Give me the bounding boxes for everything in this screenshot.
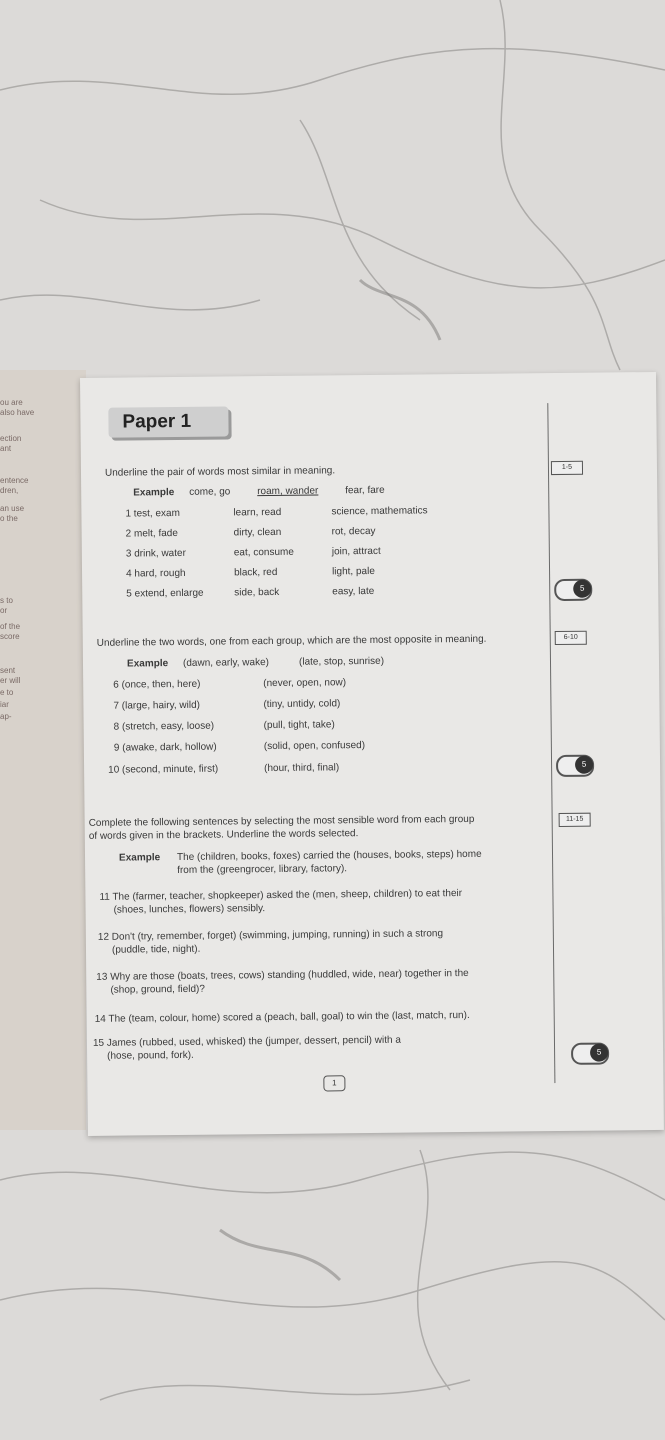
- q11-line2[interactable]: (shoes, lunches, flowers) sensibly.: [113, 903, 266, 916]
- fragment: o the: [0, 514, 18, 523]
- fragment: ap-: [0, 712, 12, 721]
- q5-c[interactable]: easy, late: [332, 585, 375, 598]
- section1-instruction: Underline the pair of words most similar in meaning.: [104, 465, 336, 479]
- q12-line2[interactable]: (puddle, tide, night).: [111, 943, 201, 956]
- q13-line1[interactable]: 13 Why are those (boats, trees, cows) standing (huddled, wide, near) together in the: [96, 967, 469, 983]
- section3-example-label: Example: [118, 852, 161, 864]
- fragment: e to: [0, 688, 14, 697]
- fragment: score: [0, 632, 20, 641]
- q10-b[interactable]: (hour, third, final): [264, 762, 340, 775]
- q5-a[interactable]: 5 extend, enlarge: [126, 587, 204, 600]
- page-number: 1: [323, 1075, 345, 1091]
- q4-b[interactable]: black, red: [233, 566, 278, 579]
- q6-a[interactable]: 6 (once, then, here): [113, 678, 201, 691]
- q7-a[interactable]: 7 (large, hairy, wild): [113, 699, 201, 712]
- section1-range: 1-5: [551, 461, 583, 475]
- q3-a[interactable]: 3 drink, water: [125, 547, 186, 560]
- section3-score: [571, 1042, 609, 1064]
- q3-b[interactable]: eat, consume: [233, 546, 294, 559]
- fragment: sent: [0, 666, 16, 675]
- q9-a[interactable]: 9 (awake, dark, hollow): [113, 741, 217, 754]
- section3-example-line2: from the (greengrocer, library, factory).: [177, 863, 348, 877]
- section2-example-a: (dawn, early, wake): [182, 657, 270, 669]
- left-page: [0, 370, 86, 1130]
- q1-a[interactable]: 1 test, exam: [125, 507, 180, 520]
- section1-example-a: come, go: [189, 486, 231, 498]
- margin-line: [547, 403, 555, 1083]
- fragment: ant: [0, 444, 12, 453]
- section1-score: [554, 579, 592, 601]
- q7-b[interactable]: (tiny, untidy, cold): [263, 698, 341, 711]
- section1-example-c: fear, fare: [345, 484, 385, 497]
- section1-example-label: Example: [133, 487, 175, 499]
- fragment: s to: [0, 596, 13, 605]
- q5-b[interactable]: side, back: [234, 586, 280, 599]
- paper-title: Paper 1: [108, 406, 228, 437]
- fragment: entence: [0, 476, 29, 485]
- q2-b[interactable]: dirty, clean: [233, 526, 282, 539]
- section3-score-value: 5: [590, 1044, 608, 1062]
- section1-score-value: 5: [573, 580, 591, 598]
- q4-a[interactable]: 4 hard, rough: [125, 567, 186, 580]
- q9-b[interactable]: (solid, open, confused): [263, 740, 366, 753]
- section3-range: 11-15: [559, 813, 591, 827]
- q3-c[interactable]: join, attract: [331, 545, 381, 558]
- q1-c[interactable]: science, mathematics: [331, 505, 428, 518]
- section2-example-b: (late, stop, sunrise): [298, 655, 385, 668]
- q10-a[interactable]: 10 (second, minute, first): [108, 763, 219, 776]
- section2-score: [556, 755, 594, 777]
- q8-b[interactable]: (pull, tight, take): [263, 719, 335, 732]
- q4-c[interactable]: light, pale: [331, 565, 375, 578]
- fragment: er will: [0, 676, 21, 685]
- section3-instruction-line1: Complete the following sentences by selecting the most sensible word from each group: [88, 813, 475, 829]
- section2-example-label: Example: [126, 658, 169, 670]
- q14[interactable]: 14 The (team, colour, home) scored a (peach, ball, goal) to win the (last, match, run).: [94, 1009, 470, 1025]
- section2-score-value: 5: [575, 756, 593, 774]
- q1-b[interactable]: learn, read: [233, 506, 282, 519]
- fragment: or: [0, 606, 8, 615]
- section1-example-b: roam, wander: [257, 485, 319, 498]
- worksheet-page: [80, 372, 664, 1136]
- q15-line1[interactable]: 15 James (rubbed, used, whisked) the (jumper, dessert, pencil) with a: [92, 1034, 401, 1049]
- q11-line1[interactable]: 11 The (farmer, teacher, shopkeeper) asked the (men, sheep, children) to eat their: [99, 888, 463, 903]
- q6-b[interactable]: (never, open, now): [263, 677, 347, 690]
- section2-instruction: Underline the two words, one from each group, which are the most opposite in meaning.: [96, 633, 487, 649]
- q2-c[interactable]: rot, decay: [331, 525, 376, 538]
- section3-example-line1: The (children, books, foxes) carried the (houses, books, steps) home: [176, 848, 482, 864]
- section2-range: 6-10: [555, 631, 587, 645]
- q8-a[interactable]: 8 (stretch, easy, loose): [113, 720, 215, 733]
- fragment: of the: [0, 622, 21, 631]
- section3-instruction-line2: of words given in the brackets. Underline the words selected.: [88, 828, 359, 842]
- fragment: iar: [0, 700, 9, 709]
- fragment: dren,: [0, 486, 19, 495]
- fragment: an use: [0, 504, 25, 513]
- fragment: also have: [0, 408, 35, 417]
- q12-line1[interactable]: 12 Don't (try, remember, forget) (swimming, jumping, running) in such a strong: [97, 928, 444, 943]
- q15-line2[interactable]: (hose, pound, fork).: [107, 1049, 194, 1062]
- q13-line2[interactable]: (shop, ground, field)?: [110, 983, 205, 996]
- fragment: ection: [0, 434, 22, 443]
- q2-a[interactable]: 2 melt, fade: [125, 527, 178, 540]
- fragment: ou are: [0, 398, 23, 407]
